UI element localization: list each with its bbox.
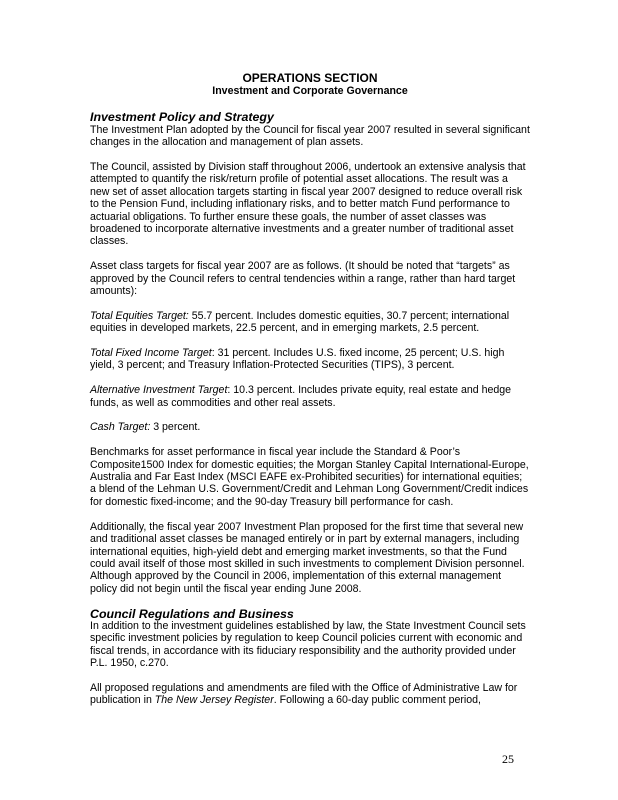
regulations-text-end: . Following a 60-day public comment period,: [273, 694, 482, 707]
paragraph-cash-target: [90, 421, 530, 433]
nj-register-title: The New Jersey Register: [154, 694, 274, 707]
paragraph-proposed-regulations: [90, 682, 530, 707]
regulations-text-start: All proposed regulations and amendments are filed with the Office of Administrative Law for publication in: [90, 681, 518, 707]
paragraph-alternative-target: [90, 384, 530, 409]
paragraph-investment-guidelines: In addition to the investment guidelines established by law, the State Investment Council sets specific investment policies by regulation to keep Council policies current with economic and fiscal trends, in accordance with its fiduciary responsibility and the authority provided under P.L. 1950, c.270.: [90, 619, 526, 670]
fixed-income-target-label: Total Fixed Income Target: [90, 347, 212, 360]
alternative-target-label: Alternative Investment Target: [90, 384, 228, 397]
paragraph-equities-target: [90, 310, 530, 335]
paragraph-external-managers: Additionally, the fiscal year 2007 Investment Plan proposed for the first time that several new and traditional asset classes be managed entirely or in part by external managers, including international equities, high-yield debt and emerging market investments, so that the Fund could avail itself of those most skilled in such investments to complement Division personnel. Although approved by the Council in 2006, implementation of this external management policy did not begin until the fiscal year ending June 2008.: [90, 520, 525, 595]
page-content: [90, 72, 530, 719]
page-subtitle: Investment and Corporate Governance: [212, 85, 408, 97]
page-number: 25: [502, 752, 514, 766]
equities-target-label: Total Equities Target:: [90, 309, 189, 322]
cash-target-label: Cash Target:: [90, 421, 151, 434]
section-heading-investment-policy: Investment Policy and Strategy: [90, 110, 274, 125]
paragraph-asset-targets-intro: Asset class targets for fiscal year 2007 are as follows. (It should be noted that “targets” as approved by the Council refers to central tendencies within a range, rather than hard target amounts):: [90, 260, 516, 298]
section-heading-council-regulations: Council Regulations and Business: [90, 606, 294, 621]
cash-target-text: 3 percent.: [150, 421, 201, 434]
page-title: OPERATIONS SECTION: [242, 71, 378, 85]
alternative-target-text: : 10.3 percent. Includes private equity, real estate and hedge funds, as well as commodities and other real assets.: [90, 384, 512, 409]
fixed-income-target-text: : 31 percent. Includes U.S. fixed income, 25 percent; U.S. high yield, 3 percent; and Treasury Inflation-Protected Securities (TIPS), 3 percent.: [90, 347, 505, 372]
equities-target-text: 55.7 percent. Includes domestic equities, 30.7 percent; international equities in developed markets, 22.5 percent, and in emerging markets, 2.5 percent.: [90, 309, 510, 335]
paragraph-council-analysis: The Council, assisted by Division staff throughout 2006, undertook an extensive analysis that attempted to quantify the risk/return profile of potential asset allocations. The result was a new set of asset allocation targets starting in fiscal year 2007 designed to reduce overall risk to the Pension Fund, including inflationary risks, and to better match Fund performance to actuarial obligations. To further ensure these goals, the number of asset classes was broadened to incorporate alternative investments and a greater number of traditional asset classes.: [90, 161, 526, 248]
paragraph-investment-plan: The Investment Plan adopted by the Council for fiscal year 2007 resulted in several significant changes in the allocation and management of plan assets.: [90, 123, 530, 149]
paragraph-benchmarks: Benchmarks for asset performance in fiscal year include the Standard & Poor’s Composite1500 Index for domestic equities; the Morgan Stanley Capital International-Europe, Australia and Far East Index (MSCI EAFE ex-Prohibited securities) for international equities; a blend of the Lehman U.S. Government/Credit and Lehman Long Government/Credit indices for domestic fixed-income; and the 90-day Treasury bill performance for cash.: [90, 446, 529, 508]
paragraph-fixed-income-target: [90, 347, 530, 372]
